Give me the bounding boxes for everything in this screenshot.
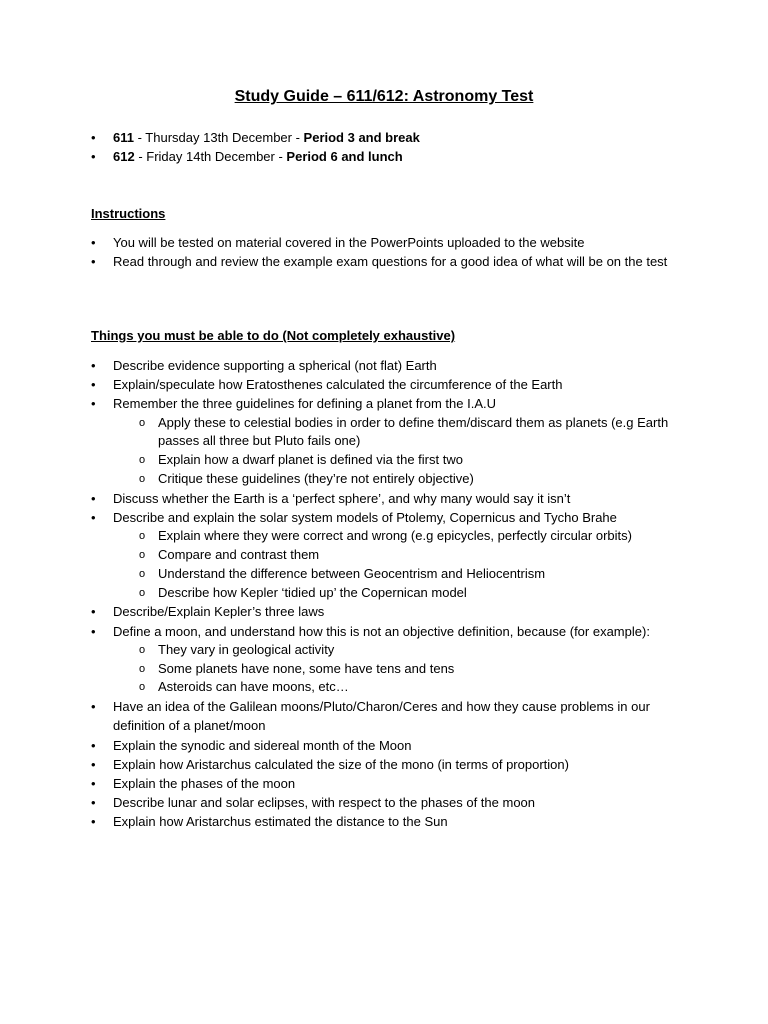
list-item-text: Have an idea of the Galilean moons/Pluto/Charon/Ceres and how they cause problems in our definition of a planet/moon (113, 699, 650, 734)
list-item-text: Discuss whether the Earth is a ‘perfect sphere’, and why many would say it isn’t (113, 490, 571, 506)
list-item-text: Describe/Explain Kepler’s three laws (113, 604, 325, 620)
list-item-text: Explain how Aristarchus estimated the distance to the Sun (113, 814, 448, 830)
list-item (91, 375, 681, 394)
list-item-text: Explain how Aristarchus calculated the size of the mono (in terms of proportion) (113, 756, 569, 772)
sub-list (113, 414, 681, 489)
schedule-list (91, 128, 681, 166)
list-item: • Read through and review the example exam questions for a good idea of what will be on the test (91, 252, 681, 271)
list-item-text: Remember the three guidelines for defining a planet from the I.A.U (113, 396, 496, 412)
list-item (91, 774, 681, 793)
sub-list-item: o Apply these to celestial bodies in order to define them/discard them as planets (e.g Earth passes all three but Pluto fails one) (113, 414, 681, 452)
sub-list (113, 527, 681, 602)
list-item (91, 755, 681, 774)
page-title: Study Guide – 611/612: Astronomy Test (234, 88, 534, 105)
list-item-text: Explain the synodic and sidereal month of the Moon (113, 737, 412, 753)
list-item (91, 489, 681, 508)
list-item (91, 356, 681, 375)
list-item-text: Define a moon, and understand how this is not an objective definition, because (for example): (113, 623, 650, 639)
sub-list-item: o Understand the difference between Geocentrism and Heliocentrism (113, 565, 681, 584)
list-item (91, 147, 681, 166)
list-item: • You will be tested on material covered in the PowerPoints uploaded to the website (91, 233, 681, 252)
list-item (91, 508, 681, 602)
sub-list-item: o Explain where they were correct and wrong (e.g epicycles, perfectly circular orbits) (113, 527, 681, 546)
list-item-text: Describe lunar and solar eclipses, with respect to the phases of the moon (113, 795, 536, 811)
sub-list-item: o Some planets have none, some have tens and tens (113, 660, 681, 679)
list-item (91, 793, 681, 812)
skills-list (91, 356, 681, 832)
schedule-period: Period 6 and lunch (286, 149, 403, 165)
list-item (91, 812, 681, 831)
list-item-text: Describe evidence supporting a spherical (not flat) Earth (113, 358, 437, 373)
list-item (91, 736, 681, 755)
list-item-text: Explain/speculate how Eratosthenes calculated the circumference of the Earth (113, 377, 563, 393)
sub-list (113, 641, 681, 697)
schedule-day: - Thursday 13th December - (133, 130, 304, 145)
instructions-list (91, 233, 681, 271)
sub-list-item: o They vary in geological activity (113, 641, 681, 660)
instructions-heading: Instructions (91, 206, 166, 221)
schedule-day: - Friday 14th December - (134, 149, 287, 165)
group-number: 611 (113, 130, 134, 145)
group-number: 612 (113, 149, 135, 165)
sub-list-item: o Explain how a dwarf planet is defined via the first two (113, 451, 681, 470)
list-item (91, 128, 681, 147)
skills-heading: Things you must be able to do (Not completely exhaustive) (91, 328, 456, 343)
list-item (91, 602, 681, 621)
list-item-text: Describe and explain the solar system models of Ptolemy, Copernicus and Tycho Brahe (113, 510, 617, 525)
sub-list-item: o Asteroids can have moons, etc… (113, 678, 681, 697)
list-item (91, 394, 681, 488)
sub-list-item: o Critique these guidelines (they’re not entirely objective) (113, 470, 681, 489)
sub-list-item: o Describe how Kepler ‘tidied up’ the Copernican model (113, 584, 681, 603)
list-item (91, 697, 681, 735)
sub-list-item: o Compare and contrast them (113, 546, 681, 565)
schedule-period: Period 3 and break (303, 130, 420, 145)
list-item-text: Explain the phases of the moon (113, 776, 296, 791)
list-item (91, 622, 681, 698)
